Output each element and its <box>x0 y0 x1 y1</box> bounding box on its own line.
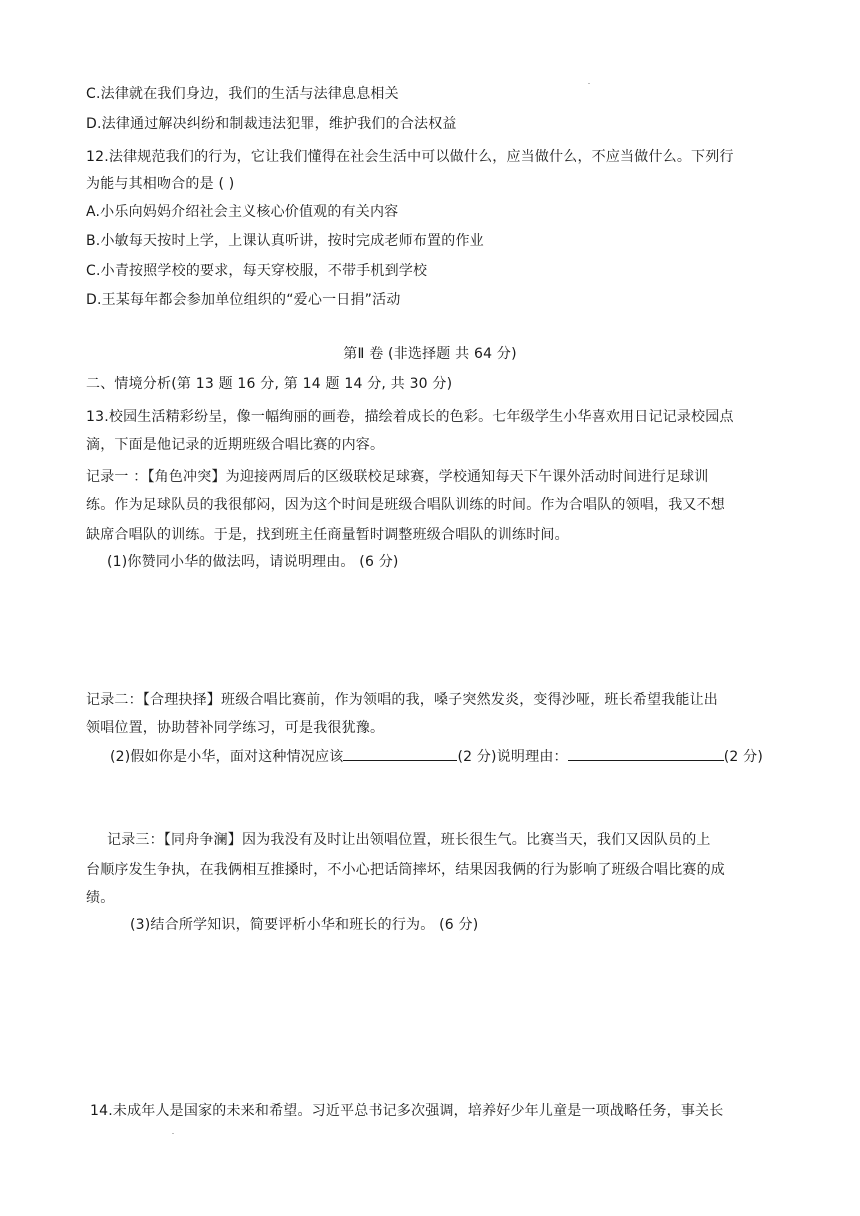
record1-line-3: 缺席合唱队的训练。于是，找到班主任商量暂时调整班级合唱队的训练时间。 <box>86 527 569 543</box>
q12-option-c: C.小青按照学校的要求，每天穿校服，不带手机到学校 <box>86 263 428 279</box>
part2-section-heading: 二、情境分析(第 13 题 16 分, 第 14 题 14 分, 共 30 分) <box>86 376 453 392</box>
record3-line-1: 记录三：【同舟争澜】因为我没有及时让出领唱位置，班长很生气。比赛当天，我们又因队员的上 <box>107 832 711 848</box>
q12-option-a: A.小乐向妈妈介绍社会主义核心价值观的有关内容 <box>86 204 399 220</box>
q12-stem-line-1: 12.法律规范我们的行为，它让我们懂得在社会生活中可以做什么，应当做什么，不应当做什么。下列行 <box>86 149 734 165</box>
record1-line-1: 记录一 ：【角色冲突】为迎接两周后的区级联校足球赛，学校通知每天下午课外活动时间进行足球训 <box>86 469 709 485</box>
q13-intro-line-2: 滴，下面是他记录的近期班级合唱比赛的内容。 <box>86 437 385 453</box>
q11-option-d: D.法律通过解决纠纷和制裁违法犯罪，维护我们的合法权益 <box>86 116 457 132</box>
scan-speck <box>588 83 590 84</box>
q13-sub2-part3: (2 分) <box>723 749 763 765</box>
part2-title: 第Ⅱ 卷 (非选择题 共 64 分) <box>343 346 517 362</box>
record1-line-2: 练。作为足球队员的我很郁闷，因为这个时间是班级合唱队训练的时间。作为合唱队的领唱，我又不想 <box>86 497 725 513</box>
q13-sub2-part2: (2 分)说明理由： <box>457 749 568 765</box>
q13-sub1-question: (1)你赞同小华的做法吗，请说明理由。 (6 分) <box>107 554 399 570</box>
q13-intro-line-1: 13.校园生活精彩纷呈，像一幅绚丽的画卷，描绘着成长的色彩。七年级学生小华喜欢用日记记录校园点 <box>86 409 734 425</box>
q12-option-d: D.王某每年都会参加单位组织的“爱心一日捐”活动 <box>86 292 401 308</box>
q12-option-b: B.小敏每天按时上学，上课认真听讲，按时完成老师布置的作业 <box>86 233 484 249</box>
q11-option-c: C.法律就在我们身边，我们的生活与法律息息相关 <box>86 86 399 102</box>
record2-line-2: 领唱位置，协助替补同学练习，可是我很犹豫。 <box>86 720 385 736</box>
q12-stem-line-2: 为能与其相吻合的是 ( ) <box>86 176 235 192</box>
q13-sub3-question: (3)结合所学知识，简要评析小华和班长的行为。 (6 分) <box>130 917 479 933</box>
q14-stem-line-1: 14.未成年人是国家的未来和希望。习近平总书记多次强调，培养好少年儿童是一项战略任务，事关长 <box>90 1103 724 1119</box>
scan-speck <box>172 1133 174 1134</box>
answer-blank-choice[interactable] <box>343 746 457 761</box>
record2-line-1: 记录二：【合理抉择】班级合唱比赛前，作为领唱的我，嗓子突然发炎，变得沙哑，班长希望我能让出 <box>86 692 718 708</box>
answer-blank-reason[interactable] <box>568 746 724 761</box>
q13-sub2-part1: (2)假如你是小华，面对这种情况应该 <box>110 749 344 765</box>
record3-line-3: 绩。 <box>86 890 115 906</box>
record3-line-2: 台顺序发生争执，在我俩相互推搡时，不小心把话筒摔坏，结果因我俩的行为影响了班级合唱比赛的成 <box>86 862 725 878</box>
q13-sub2-question <box>110 746 763 767</box>
